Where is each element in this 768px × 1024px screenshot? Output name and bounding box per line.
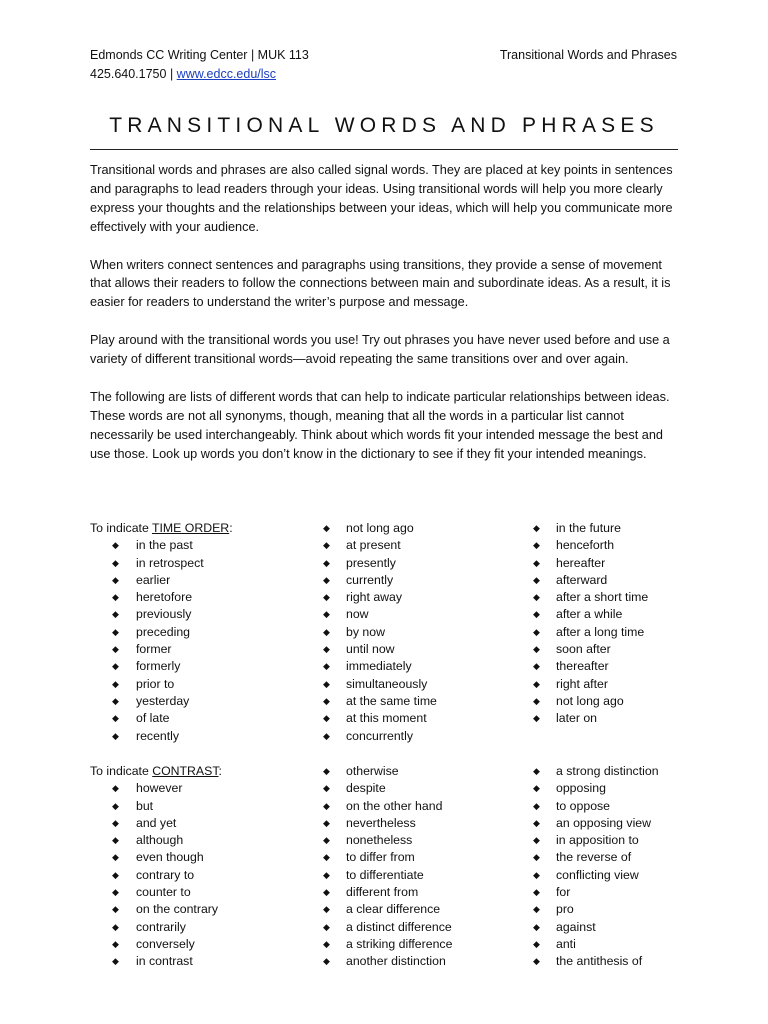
list-item-text: against	[556, 919, 596, 934]
list-item-text: former	[136, 642, 172, 657]
list-item	[323, 641, 523, 658]
list-item-text: now	[346, 607, 369, 622]
list-item	[533, 520, 733, 537]
list-item	[323, 658, 523, 675]
list-item-text: nonetheless	[346, 833, 413, 848]
list-item	[533, 763, 733, 780]
page-title: TRANSITIONAL WORDS AND PHRASES	[109, 114, 659, 137]
word-list	[323, 763, 523, 971]
diamond-bullet-icon: ◆	[112, 713, 119, 724]
list-item-text: at present	[346, 538, 401, 553]
header-website-link[interactable]: www.edcc.edu/lsc	[176, 67, 277, 81]
word-list	[90, 537, 320, 745]
list-item-text: contrary to	[136, 867, 195, 882]
list-item-text: not long ago	[346, 521, 414, 535]
diamond-bullet-icon: ◆	[533, 817, 540, 828]
list-item	[533, 606, 733, 623]
diamond-bullet-icon: ◆	[533, 661, 540, 672]
diamond-bullet-icon: ◆	[112, 817, 119, 828]
diamond-bullet-icon: ◆	[533, 557, 540, 568]
list-item	[533, 849, 733, 866]
diamond-bullet-icon: ◆	[533, 626, 540, 637]
list-item	[323, 537, 523, 554]
diamond-bullet-icon: ◆	[112, 695, 119, 706]
list-item-text: a strong distinction	[556, 764, 659, 778]
list-item	[90, 658, 320, 675]
diamond-bullet-icon: ◆	[323, 783, 330, 794]
section-label-suffix: :	[229, 521, 233, 535]
diamond-bullet-icon: ◆	[323, 730, 330, 741]
diamond-bullet-icon: ◆	[533, 609, 540, 620]
diamond-bullet-icon: ◆	[533, 956, 540, 967]
diamond-bullet-icon: ◆	[323, 523, 330, 533]
diamond-bullet-icon: ◆	[112, 626, 119, 637]
header-phone: 425.640.1750 |	[90, 67, 177, 81]
list-item-text: contrarily	[136, 919, 186, 934]
title-divider	[90, 149, 678, 150]
list-item	[323, 693, 523, 710]
section-label	[90, 520, 320, 537]
list-item	[90, 849, 320, 866]
list-item-text: but	[136, 798, 154, 813]
list-item-text: a striking difference	[346, 936, 453, 951]
list-item	[323, 798, 523, 815]
list-item-text: prior to	[136, 676, 175, 691]
diamond-bullet-icon: ◆	[112, 644, 119, 655]
list-item-text: earlier	[136, 572, 171, 587]
diamond-bullet-icon: ◆	[323, 766, 330, 776]
list-item-text: afterward	[556, 572, 608, 587]
list-item	[90, 710, 320, 727]
diamond-bullet-icon: ◆	[323, 921, 330, 932]
list-item-text: at the same time	[346, 693, 437, 708]
list-item	[90, 780, 320, 797]
diamond-bullet-icon: ◆	[112, 730, 119, 741]
diamond-bullet-icon: ◆	[323, 852, 330, 863]
list-item	[323, 589, 523, 606]
list-item	[533, 624, 733, 641]
diamond-bullet-icon: ◆	[323, 938, 330, 949]
list-item-text: opposing	[556, 781, 606, 796]
list-item	[533, 693, 733, 710]
list-item	[533, 555, 733, 572]
list-item-text: to oppose	[556, 798, 611, 813]
diamond-bullet-icon: ◆	[112, 661, 119, 672]
list-item-text: recently	[136, 728, 180, 743]
section-label-prefix: To indicate	[90, 764, 153, 778]
list-item-text: until now	[346, 642, 395, 657]
list-item	[90, 693, 320, 710]
list-item-text: after a while	[556, 607, 623, 622]
diamond-bullet-icon: ◆	[112, 956, 119, 967]
list-item	[90, 676, 320, 693]
list-item	[90, 537, 320, 554]
diamond-bullet-icon: ◆	[112, 887, 119, 898]
list-item	[323, 606, 523, 623]
list-item-text: in apposition to	[556, 833, 639, 848]
list-item	[323, 884, 523, 901]
list-item	[323, 763, 523, 780]
list-item-text: previously	[136, 607, 192, 622]
time-order-column-3	[533, 520, 733, 728]
diamond-bullet-icon: ◆	[323, 869, 330, 880]
list-item	[90, 589, 320, 606]
list-item-text: in contrast	[136, 954, 193, 969]
list-item	[533, 867, 733, 884]
list-item	[533, 676, 733, 693]
list-item-text: to differentiate	[346, 867, 424, 882]
intro-paragraph-2: When writers connect sentences and paragraphs using transitions, they provide a sense of movement that allows their readers to follow the connections between main and subordinate ideas. As a result, it is easier for readers to understand the writer’s purpose and message.	[90, 257, 671, 310]
diamond-bullet-icon: ◆	[323, 574, 330, 585]
list-item-text: at this moment	[346, 711, 427, 726]
diamond-bullet-icon: ◆	[323, 800, 330, 811]
word-list	[90, 780, 320, 970]
list-item	[90, 624, 320, 641]
list-item	[90, 884, 320, 901]
diamond-bullet-icon: ◆	[323, 678, 330, 689]
list-item	[90, 919, 320, 936]
list-item	[533, 919, 733, 936]
list-item-text: after a long time	[556, 624, 645, 639]
list-item	[323, 710, 523, 727]
list-item	[533, 815, 733, 832]
diamond-bullet-icon: ◆	[112, 938, 119, 949]
list-item-text: for	[556, 885, 571, 900]
list-item-text: after a short time	[556, 590, 649, 605]
list-item	[90, 572, 320, 589]
diamond-bullet-icon: ◆	[323, 644, 330, 655]
diamond-bullet-icon: ◆	[323, 661, 330, 672]
section-label-prefix: To indicate	[90, 521, 152, 535]
intro-paragraph-4: The following are lists of different words that can help to indicate particular relationships between ideas. These words are not all synonyms, though, meaning that all the words in a particular list cannot necessarily be used interchangeably. Think about which words fit your intended message the best and use those. Look up words you don’t know in the dictionary to see if they fit your intended meanings.	[90, 389, 670, 461]
section-label-term: TIME ORDER	[151, 521, 230, 535]
list-item-text: and yet	[136, 815, 177, 830]
header-phone-line	[90, 65, 309, 84]
contrast-column-3	[533, 763, 733, 971]
intro-paragraph-1: Transitional words and phrases are also called signal words. They are placed at key points in sentences and paragraphs to lead readers through your ideas. Using transitional words will help you more clearly express your thoughts and the relationships between your ideas, which will help you communicate more effectively with your audience.	[90, 163, 673, 234]
list-item-text: counter to	[136, 885, 191, 900]
list-item-text: later on	[556, 711, 598, 726]
list-item-text: right after	[556, 676, 608, 691]
list-item	[323, 555, 523, 572]
list-item	[323, 901, 523, 918]
header-org: Edmonds CC Writing Center | MUK 113	[90, 48, 309, 62]
diamond-bullet-icon: ◆	[112, 800, 119, 811]
diamond-bullet-icon: ◆	[112, 609, 119, 620]
diamond-bullet-icon: ◆	[533, 678, 540, 689]
list-item-text: currently	[346, 572, 394, 587]
time-order-column-2	[323, 520, 523, 745]
list-item-text: in the past	[136, 538, 193, 553]
list-item	[90, 832, 320, 849]
diamond-bullet-icon: ◆	[323, 695, 330, 706]
diamond-bullet-icon: ◆	[112, 783, 119, 794]
diamond-bullet-icon: ◆	[323, 835, 330, 846]
header-doc-title: Transitional Words and Phrases	[499, 48, 677, 62]
diamond-bullet-icon: ◆	[112, 921, 119, 932]
list-item-text: anti	[556, 936, 576, 951]
diamond-bullet-icon: ◆	[533, 540, 540, 551]
contrast-column-2	[323, 763, 523, 971]
list-item-text: conflicting view	[556, 867, 639, 882]
contrast-column-1	[90, 763, 320, 971]
list-item-text: heretofore	[136, 590, 193, 605]
list-item-text: otherwise	[346, 764, 399, 778]
list-item	[323, 953, 523, 970]
list-item-text: conversely	[136, 936, 195, 951]
diamond-bullet-icon: ◆	[533, 800, 540, 811]
diamond-bullet-icon: ◆	[112, 904, 119, 915]
list-item-text: immediately	[346, 659, 412, 674]
list-item	[323, 572, 523, 589]
list-item-text: another distinction	[346, 954, 446, 969]
diamond-bullet-icon: ◆	[323, 904, 330, 915]
list-item-text: in the future	[556, 521, 621, 535]
list-item-text: right away	[346, 590, 403, 605]
list-item	[323, 919, 523, 936]
list-item	[90, 953, 320, 970]
word-list	[533, 763, 733, 971]
list-item	[533, 884, 733, 901]
list-item	[323, 815, 523, 832]
section-label	[90, 763, 320, 780]
intro-text	[90, 161, 682, 482]
list-item	[90, 815, 320, 832]
list-item	[323, 936, 523, 953]
list-item	[533, 589, 733, 606]
list-item-text: henceforth	[556, 538, 615, 553]
list-item-text: different from	[346, 885, 419, 900]
diamond-bullet-icon: ◆	[323, 887, 330, 898]
diamond-bullet-icon: ◆	[112, 869, 119, 880]
list-item-text: preceding	[136, 624, 191, 639]
list-item-text: in retrospect	[136, 555, 204, 570]
list-item-text: however	[136, 781, 183, 796]
list-item-text: by now	[346, 624, 385, 639]
list-item	[90, 728, 320, 745]
list-item-text: not long ago	[556, 693, 624, 708]
diamond-bullet-icon: ◆	[323, 956, 330, 967]
diamond-bullet-icon: ◆	[533, 644, 540, 655]
list-item-text: despite	[346, 781, 386, 796]
diamond-bullet-icon: ◆	[323, 592, 330, 603]
diamond-bullet-icon: ◆	[112, 574, 119, 585]
list-item	[90, 555, 320, 572]
diamond-bullet-icon: ◆	[112, 592, 119, 603]
list-item	[533, 537, 733, 554]
diamond-bullet-icon: ◆	[533, 921, 540, 932]
diamond-bullet-icon: ◆	[323, 540, 330, 551]
list-item	[90, 798, 320, 815]
list-item	[323, 728, 523, 745]
list-item	[323, 520, 523, 537]
diamond-bullet-icon: ◆	[323, 626, 330, 637]
diamond-bullet-icon: ◆	[533, 869, 540, 880]
list-item	[90, 901, 320, 918]
diamond-bullet-icon: ◆	[323, 557, 330, 568]
list-item-text: hereafter	[556, 555, 606, 570]
list-item-text: concurrently	[346, 728, 413, 743]
diamond-bullet-icon: ◆	[323, 817, 330, 828]
list-item-text: thereafter	[556, 659, 609, 674]
list-item-text: on the contrary	[136, 902, 219, 917]
list-item-text: on the other hand	[346, 798, 443, 813]
word-list	[323, 520, 523, 745]
list-item	[323, 780, 523, 797]
list-item	[90, 606, 320, 623]
list-item	[533, 780, 733, 797]
list-item-text: of late	[136, 711, 170, 726]
list-item-text: soon after	[556, 642, 611, 657]
diamond-bullet-icon: ◆	[112, 678, 119, 689]
list-item	[533, 936, 733, 953]
list-item-text: even though	[136, 850, 204, 865]
list-item	[323, 867, 523, 884]
list-item	[90, 936, 320, 953]
diamond-bullet-icon: ◆	[323, 713, 330, 724]
time-order-column-1	[90, 520, 320, 745]
list-item-text: although	[136, 833, 184, 848]
diamond-bullet-icon: ◆	[533, 766, 540, 776]
intro-paragraph-3: Play around with the transitional words you use! Try out phrases you have never used before and use a variety of different transitional words—avoid repeating the same transitions over and over again.	[90, 333, 670, 367]
section-label-suffix: :	[218, 764, 222, 778]
list-item-text: the reverse of	[556, 850, 632, 865]
list-item-text: a clear difference	[346, 902, 441, 917]
list-item	[533, 832, 733, 849]
list-item-text: simultaneously	[346, 676, 428, 691]
list-item	[533, 572, 733, 589]
word-list	[533, 520, 733, 728]
diamond-bullet-icon: ◆	[323, 609, 330, 620]
diamond-bullet-icon: ◆	[533, 523, 540, 533]
list-item	[533, 798, 733, 815]
list-item-text: a distinct difference	[346, 919, 452, 934]
list-item	[533, 641, 733, 658]
list-item	[323, 832, 523, 849]
list-item	[533, 953, 733, 970]
diamond-bullet-icon: ◆	[533, 695, 540, 706]
diamond-bullet-icon: ◆	[533, 574, 540, 585]
list-item	[533, 901, 733, 918]
diamond-bullet-icon: ◆	[533, 592, 540, 603]
list-item	[90, 641, 320, 658]
list-item	[533, 710, 733, 727]
list-item	[90, 867, 320, 884]
diamond-bullet-icon: ◆	[533, 713, 540, 724]
list-item-text: presently	[346, 555, 396, 570]
header-contact	[90, 46, 309, 84]
diamond-bullet-icon: ◆	[112, 557, 119, 568]
section-label-term: CONTRAST	[152, 764, 219, 778]
list-item-text: formerly	[136, 659, 181, 674]
diamond-bullet-icon: ◆	[533, 887, 540, 898]
list-item	[533, 658, 733, 675]
diamond-bullet-icon: ◆	[533, 835, 540, 846]
list-item-text: yesterday	[136, 693, 190, 708]
diamond-bullet-icon: ◆	[533, 852, 540, 863]
diamond-bullet-icon: ◆	[112, 852, 119, 863]
diamond-bullet-icon: ◆	[533, 904, 540, 915]
diamond-bullet-icon: ◆	[112, 835, 119, 846]
diamond-bullet-icon: ◆	[533, 783, 540, 794]
diamond-bullet-icon: ◆	[112, 540, 119, 551]
list-item-text: to differ from	[346, 850, 415, 865]
diamond-bullet-icon: ◆	[533, 938, 540, 949]
list-item	[323, 849, 523, 866]
list-item-text: nevertheless	[346, 815, 416, 830]
list-item	[323, 624, 523, 641]
list-item-text: an opposing view	[556, 815, 652, 830]
list-item-text: pro	[556, 902, 574, 917]
list-item-text: the antithesis of	[556, 954, 643, 969]
list-item	[323, 676, 523, 693]
